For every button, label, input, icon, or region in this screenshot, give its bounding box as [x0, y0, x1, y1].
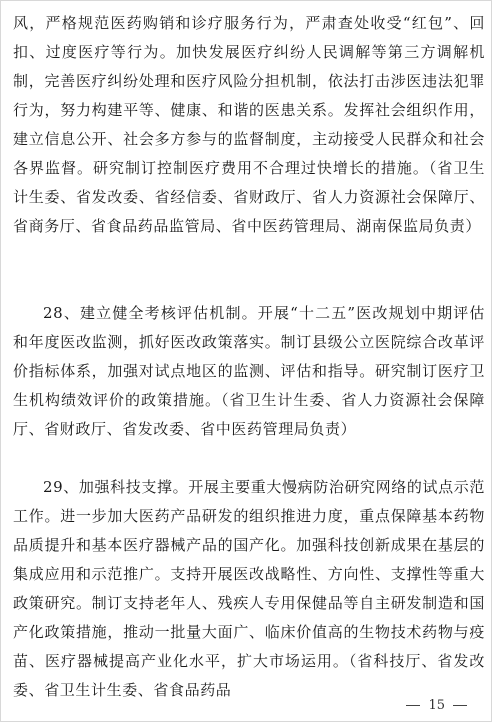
paragraph-continuation: 风，严格规范医药购销和诊疗服务行为，严肃查处收受“红包”、回扣、过度医疗等行为。加快发展医疗纠纷人民调解等第三方调解机制，完善医疗纠纷处理和医疗风险分担机制，依法打击涉医违法犯罪行为，努力构建平等、健康、和谐的医患关系。发挥社会组织作用，建立信息公开、社会多方参与的监督制度，主动接受人民群众和社会各界监督。研究制订控制医疗费用不合理过快增长的措施。（省卫生计生委、省发改委、省经信委、省财政厅、省人力资源社会保障厅、省商务厅、省食品药品监管局、省中医药管理局、湖南保监局负责）: [13, 14, 485, 235]
paragraph-item-29: 29、加强科技支撑。开展主要重大慢病防治研究网络的试点示范工作。进一步加大医药产品研发的组织推进力度，重点保障基本药物品质提升和基本医疗器械产品的国产化。加强科技创新成果在基层的集成应用和示范推广。支持开展医改战略性、方向性、支撑性等重大政策研究。制订支持老年人、残疾人专用保健品等自主研发制造和国产化政策措施，推动一批量大面广、临床价值高的生物技术药物与疫苗、医疗器械提高产业化水平，扩大市场运用。（省科技厅、省发改委、省卫生计生委、省食品药品: [13, 478, 485, 699]
document-body: [13, 9, 485, 705]
paragraph-item-28: 28、建立健全考核评估机制。开展“十二五”医改规划中期评估和年度医改监测，抓好医改政策落实。制订县级公立医院综合改革评价指标体系，加强对试点地区的监测、评估和指导。研究制订医疗卫生机构绩效评价的政策措施。（省卫生计生委、省人力资源社会保障厅、省财政厅、省发改委、省中医药管理局负责）: [13, 304, 485, 438]
page-number: 15: [428, 698, 445, 713]
footer-dash-right: [453, 705, 467, 706]
page-footer: [406, 698, 467, 713]
footer-dash-left: [406, 705, 420, 706]
